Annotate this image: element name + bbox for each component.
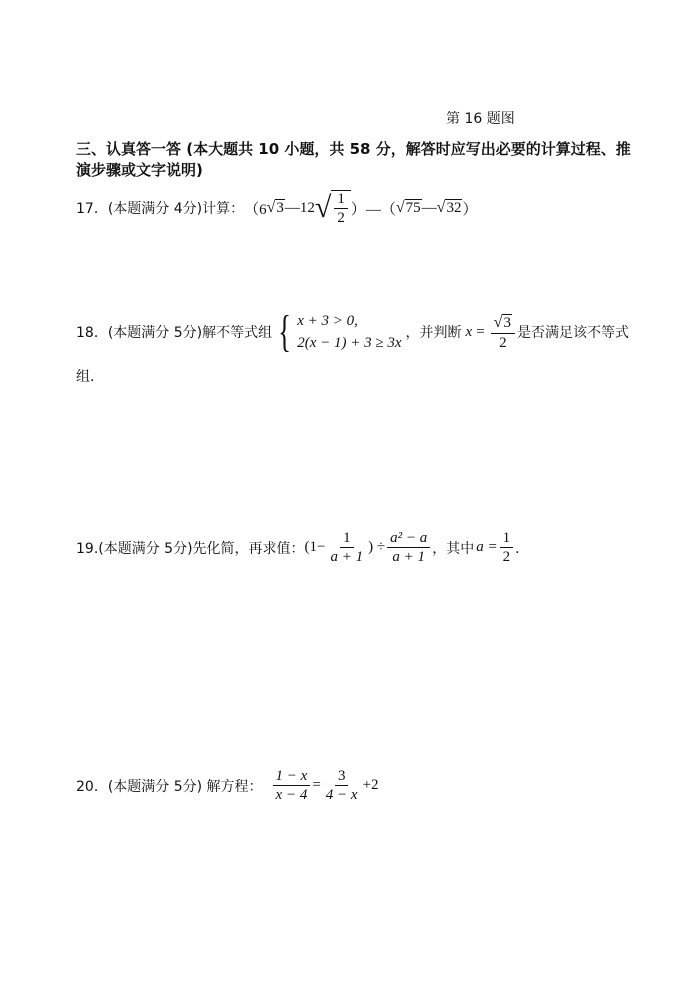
q17-sqrt-32: √ 32 (436, 199, 462, 216)
q18-line2-text: 组． (76, 369, 104, 385)
question-17 (76, 190, 477, 226)
q19-period: ． (515, 540, 530, 557)
q17-sqrt-75: √ 75 (395, 199, 421, 216)
q20-eq: = (312, 777, 321, 793)
q19-f3-num: 1 (500, 530, 514, 548)
q17-sqrt-half: √ $\frac{1}{2}$ (315, 190, 351, 226)
q17-sqrt-3: √ 3 (266, 199, 284, 216)
q19-f3-den: 2 (502, 549, 511, 565)
q17-mid: —12 (284, 199, 315, 216)
q17-label: 17．(本题满分 4分)计算： (76, 201, 245, 217)
question-19 (76, 530, 529, 565)
q19-close-div: ) ÷ (368, 539, 386, 555)
q20-label: 20．(本题满分 5分) 解方程： (76, 778, 263, 795)
q17-expr-open: （6 (244, 201, 267, 218)
q19-frac-1 (328, 530, 367, 565)
q20-f1-num: 1 − x (273, 768, 311, 786)
q20-f2-num: 3 (335, 768, 349, 786)
q19-f1-den: a + 1 (330, 549, 364, 565)
q19-f2-num: a² − a (387, 530, 430, 548)
left-brace-icon: { (278, 307, 292, 356)
q17-frac-num: 1 (334, 191, 348, 209)
q20-frac-2 (323, 768, 361, 803)
q18-row-1: x + 3 > 0, (297, 313, 358, 329)
q17-frac-den: 2 (337, 210, 345, 226)
q18-eq: = (476, 323, 485, 340)
q19-f1-num: 1 (340, 530, 354, 548)
q19-a-eq: a = (476, 539, 498, 555)
q19-label: 19.(本题满分 5分)先化简，再求值： (76, 540, 305, 557)
q18-frac-num: 3 (503, 314, 511, 331)
q18-x-var: x (465, 323, 473, 340)
q17-close2: ） (462, 201, 478, 218)
q19-frac-3 (500, 530, 514, 565)
q18-tail: 是否满足该不等式 (516, 325, 629, 341)
q20-f1-den: x − 4 (275, 787, 308, 803)
q20-frac-1 (273, 768, 311, 803)
q20-tail: +2 (362, 777, 379, 793)
q18-frac-den: 2 (499, 334, 507, 351)
q17-close1: ）—（ (350, 201, 396, 218)
q18-inequality-system (274, 307, 402, 356)
q17-minus: — (421, 199, 437, 216)
section-heading: 三、认真答一答 (本大题共 10 小题，共 58 分，解答时应写出必要的计算过程、推演步骤或文字说明) (76, 140, 631, 179)
q19-f2-den: a + 1 (392, 549, 425, 565)
question-20 (76, 768, 379, 803)
q18-after: ，并判断 (405, 325, 462, 341)
q19-frac-2 (387, 530, 430, 565)
figure-caption: 第 16 题图 (446, 111, 515, 127)
q18-line-2 (76, 366, 104, 386)
q20-f2-den: 4 − x (325, 787, 358, 803)
q18-frac: √ 3 2 (491, 314, 515, 351)
q19-open: (1− (304, 539, 326, 555)
q18-label: 18．(本题满分 5分)解不等式组 (76, 325, 273, 341)
q18-row-2: 2(x − 1) + 3 ≥ 3x (297, 335, 402, 351)
question-18 (76, 307, 629, 356)
q19-where: ，其中 (432, 540, 475, 557)
